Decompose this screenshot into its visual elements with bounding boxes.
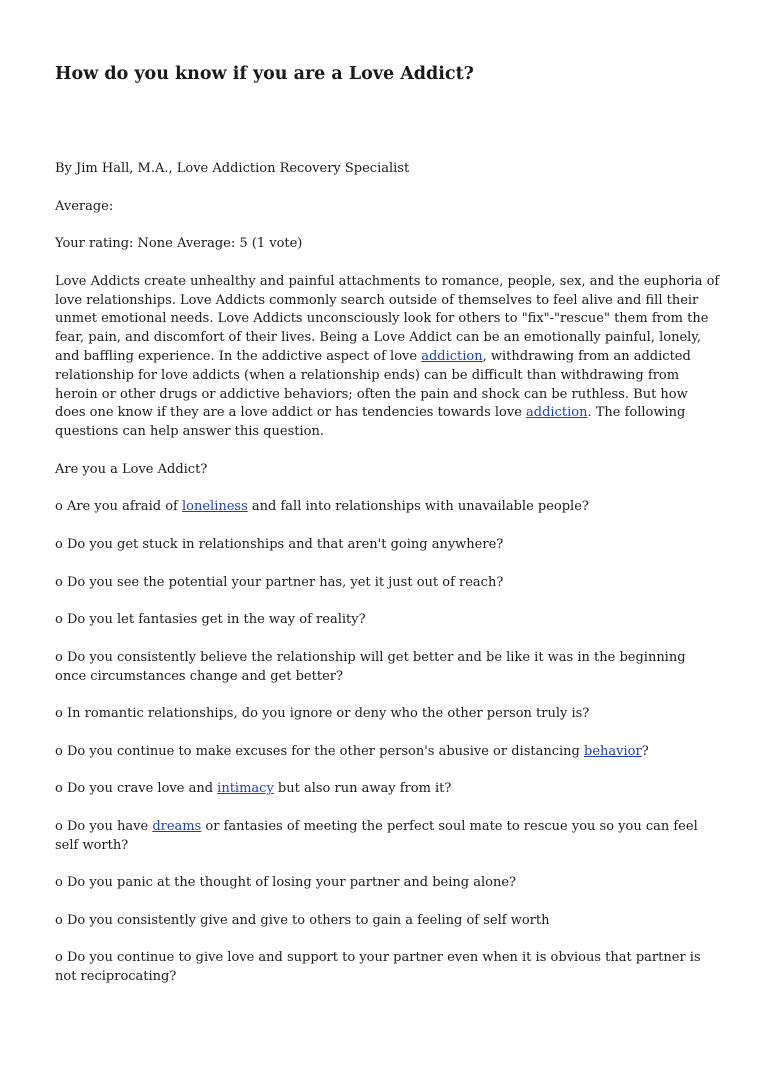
- question-text: ?: [641, 743, 649, 759]
- question-item: o Do you let fantasies get in the way of reality?: [55, 612, 366, 628]
- question-text: o Do you crave love and: [55, 781, 218, 797]
- loneliness-link[interactable]: loneliness: [181, 499, 248, 515]
- addiction-link-2[interactable]: addiction: [526, 405, 588, 421]
- behavior-link[interactable]: behavior: [584, 743, 642, 759]
- question-text: but also run away from it?: [273, 781, 452, 797]
- dreams-link[interactable]: dreams: [152, 818, 202, 834]
- question-item: [55, 818, 720, 856]
- rating-line: Your rating: None Average: 5 (1 vote): [55, 236, 303, 252]
- intro-paragraph: [55, 273, 720, 442]
- page-title: How do you know if you are a Love Addict?: [55, 64, 474, 84]
- question-text: o Do you have: [55, 818, 153, 834]
- intro-text-2: , withdrawing from an addicted relationship for love addicts (when a relationship ends) can be difficult than withdrawing from heroin or other drugs or addictive behaviors; often the pain and shock can be ruthless. But how does one know if they are a love addict or has tendencies towards love: [55, 348, 691, 421]
- question-text: or fantasies of meeting the perfect soul mate to rescue you so you can feel self worth?: [55, 818, 698, 853]
- question-text: o Do you continue to make excuses for the other person's abusive or distancing: [55, 743, 584, 759]
- byline: By Jim Hall, M.A., Love Addiction Recovery Specialist: [55, 161, 410, 176]
- question-item: o Do you panic at the thought of losing your partner and being alone?: [55, 875, 516, 891]
- question-text: o Are you afraid of: [55, 499, 182, 515]
- section-heading: Are you a Love Addict?: [55, 461, 208, 477]
- question-item: o In romantic relationships, do you ignore or deny who the other person truly is?: [55, 706, 590, 722]
- question-item: [55, 498, 720, 517]
- question-item: o Do you consistently believe the relationship will get better and be like it was in the beginning once circumstances change and get better?: [55, 649, 686, 684]
- question-item: o Do you continue to give love and support to your partner even when it is obvious that partner is not reciprocating?: [55, 950, 701, 985]
- average-label: Average:: [55, 198, 114, 214]
- question-item: o Do you see the potential your partner has, yet it just out of reach?: [55, 574, 504, 590]
- question-item: [55, 780, 720, 799]
- intro-text-1: Love Addicts create unhealthy and painful attachments to romance, people, sex, and the euphoria of love relationships. Love Addicts commonly search outside of themselves to feel alive and fill their unmet emotional needs. Love Addicts unconsciously look for others to "fix"-"rescue" them from the fear, pain, and discomfort of their lives. Being a Love Addict can be an emotionally painful, lonely, and baffling experience. In the addictive aspect of love: [55, 273, 720, 364]
- question-text: and fall into relationships with unavailable people?: [247, 499, 589, 515]
- question-item: o Do you get stuck in relationships and that aren't going anywhere?: [55, 536, 504, 552]
- intimacy-link[interactable]: intimacy: [217, 781, 274, 797]
- article-body: [55, 160, 720, 1006]
- intro-text-3: . The following questions can help answer this question.: [55, 405, 686, 440]
- question-item: [55, 743, 720, 762]
- addiction-link-1[interactable]: addiction: [421, 348, 483, 364]
- question-item: o Do you consistently give and give to others to gain a feeling of self worth: [55, 912, 550, 928]
